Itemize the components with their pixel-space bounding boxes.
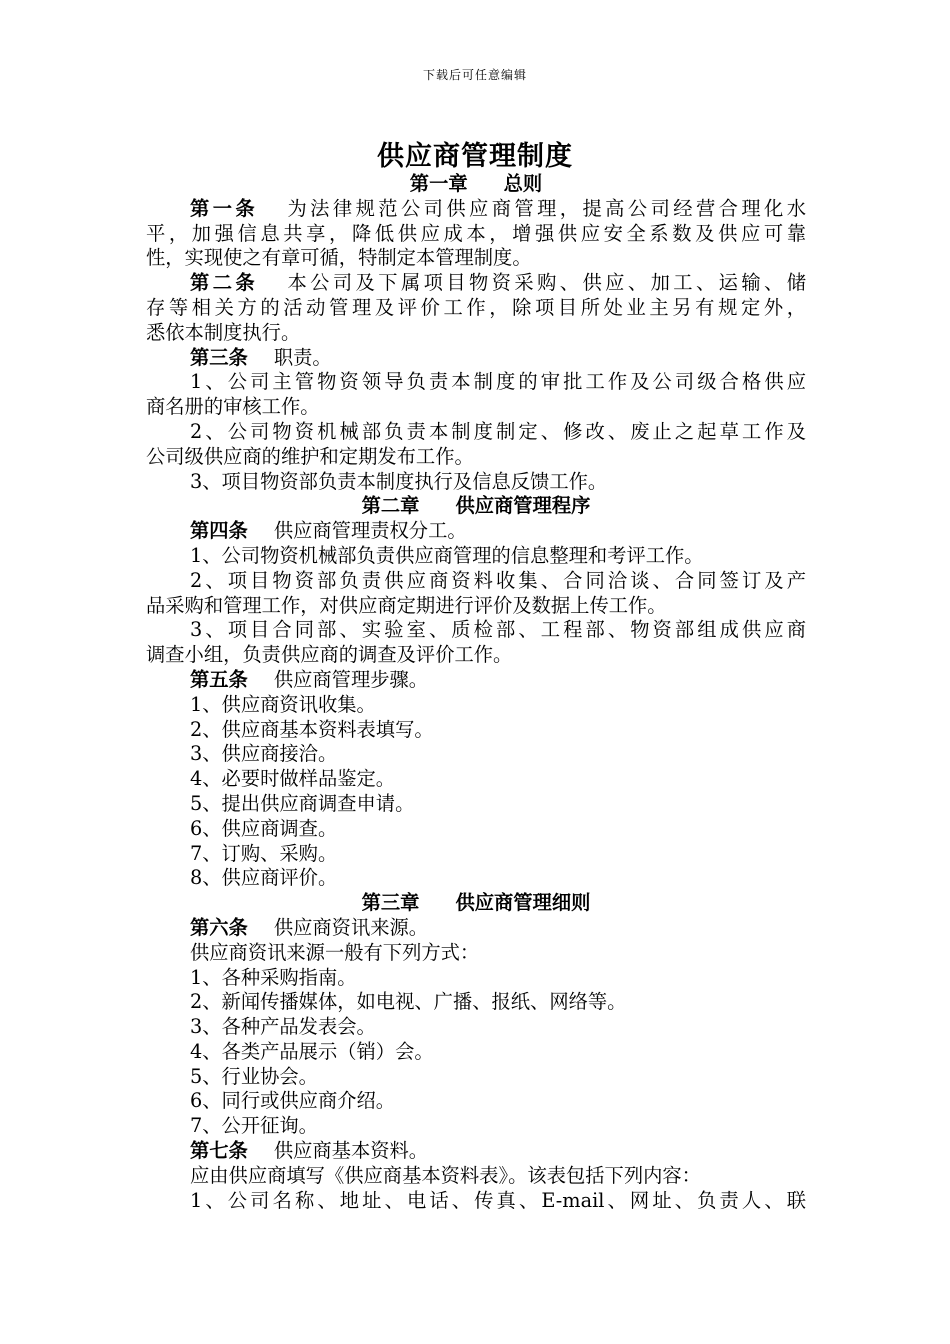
article-4-heading	[146, 519, 806, 544]
chapter-number: 第二章	[361, 494, 420, 518]
article-text: 为法律规范公司供应商管理，提高公司经营合理化水	[284, 196, 806, 220]
list-item: 6、供应商调查。	[190, 816, 338, 840]
article-6-heading	[146, 916, 806, 941]
article-1-line: 性，实现使之有章可循，特制定本管理制度。	[146, 246, 532, 270]
document-title: 供应商管理制度	[377, 141, 573, 172]
article-label: 第四条	[190, 519, 248, 543]
list-item: 3、项目物资部负责本制度执行及信息反馈工作。	[190, 469, 608, 493]
list-item: 5、行业协会。	[190, 1064, 318, 1088]
list-item: 1、公司名称、地址、电话、传真、E-mail、网址、负责人、联	[190, 1188, 806, 1212]
chapter-heading	[146, 494, 806, 519]
list-item: 调查小组，负责供应商的调查及评价工作。	[146, 643, 513, 667]
article-label: 第七条	[190, 1139, 248, 1163]
article-2-line	[146, 271, 806, 296]
chapter-number: 第三章	[361, 891, 420, 915]
article-label: 第六条	[190, 915, 248, 939]
article-label: 第一条	[190, 196, 259, 220]
article-text: 职责。	[273, 345, 332, 369]
list-item: 1、供应商资讯收集。	[190, 692, 376, 716]
article-label: 第二条	[190, 271, 259, 295]
list-item: 2、公司物资机械部负责本制度制定、修改、废止之起草工作及	[190, 419, 806, 443]
list-item: 3、各种产品发表会。	[190, 1015, 376, 1039]
header-note: 下载后可任意编辑	[422, 68, 527, 82]
list-item: 4、必要时做样品鉴定。	[190, 767, 396, 791]
list-item: 4、各类产品展示（销）会。	[190, 1039, 434, 1063]
chapter-name: 总则	[503, 172, 543, 195]
chapter-name: 供应商管理细则	[455, 891, 591, 915]
article-7-heading	[146, 1139, 806, 1164]
article-text: 供应商管理责权分工。	[273, 519, 467, 543]
list-item: 3、供应商接洽。	[190, 742, 338, 766]
chapter-heading	[146, 172, 806, 197]
list-item: 6、同行或供应商介绍。	[190, 1089, 396, 1113]
document-body	[146, 172, 806, 1213]
list-item: 2、供应商基本资料表填写。	[190, 717, 434, 741]
article-text: 本公司及下属项目物资采购、供应、加工、运输、储	[284, 271, 806, 295]
list-item: 1、各种采购指南。	[190, 965, 357, 989]
list-item: 1、公司物资机械部负责供应商管理的信息整理和考评工作。	[190, 543, 704, 567]
article-5-heading	[146, 668, 806, 693]
article-3-heading	[146, 346, 806, 371]
article-text: 供应商基本资料。	[273, 1139, 429, 1163]
article-2-line: 存等相关方的活动管理及评价工作，除项目所处业主另有规定外，	[146, 295, 806, 319]
list-item: 8、供应商评价。	[190, 866, 338, 890]
article-1-line	[146, 197, 806, 222]
list-item: 商名册的审核工作。	[146, 395, 320, 419]
list-item: 3、项目合同部、实验室、质检部、工程部、物资部组成供应商	[190, 618, 806, 642]
article-intro: 应由供应商填写《供应商基本资料表》。该表包括下列内容：	[190, 1163, 701, 1187]
chapter-heading	[146, 891, 806, 916]
article-text: 供应商管理步骤。	[273, 667, 429, 691]
article-text: 供应商资讯来源。	[273, 915, 429, 939]
list-item: 1、公司主管物资领导负责本制度的审批工作及公司级合格供应	[190, 370, 806, 394]
list-item: 7、公开征询。	[190, 1114, 318, 1138]
list-item: 2、新闻传播媒体，如电视、广播、报纸、网络等。	[190, 990, 627, 1014]
list-item: 7、订购、采购。	[190, 841, 338, 865]
article-1-line: 平，加强信息共享，降低供应成本，增强供应安全系数及供应可靠	[146, 221, 806, 245]
article-label: 第五条	[190, 667, 248, 691]
chapter-name: 供应商管理程序	[455, 494, 591, 518]
chapter-number: 第一章	[409, 172, 468, 195]
article-label: 第三条	[190, 345, 248, 369]
list-item: 品采购和管理工作，对供应商定期进行评价及数据上传工作。	[146, 593, 667, 617]
list-item: 2、项目物资部负责供应商资料收集、合同洽谈、合同签订及产	[190, 568, 806, 592]
article-intro: 供应商资讯来源一般有下列方式：	[190, 940, 480, 964]
list-item: 5、提出供应商调查申请。	[190, 791, 415, 815]
article-2-line: 悉依本制度执行。	[146, 320, 301, 344]
list-item: 公司级供应商的维护和定期发布工作。	[146, 444, 474, 468]
